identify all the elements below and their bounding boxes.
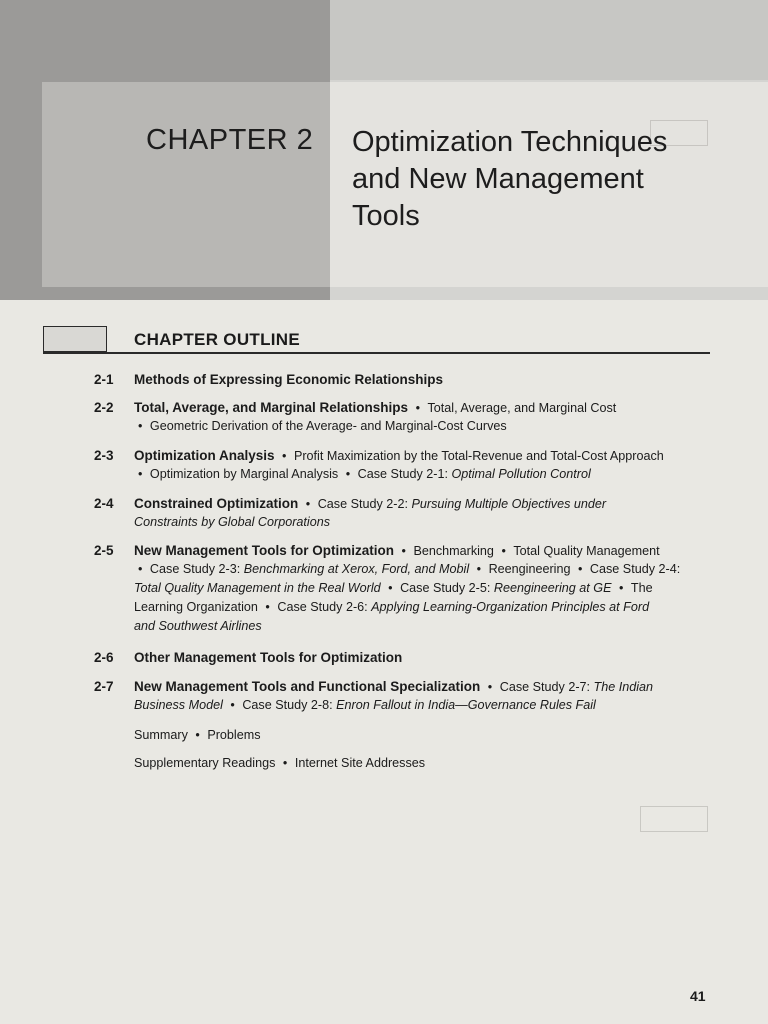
outline-topic: Benchmarking xyxy=(413,544,494,558)
bullet-separator: • xyxy=(138,467,146,481)
outline-line xyxy=(134,446,709,465)
section-title: New Management Tools and Functional Specialization xyxy=(134,679,481,694)
outline-line xyxy=(134,677,709,696)
section-number: 2-1 xyxy=(94,372,114,387)
bullet-separator: • xyxy=(487,680,496,694)
outline-line xyxy=(134,398,709,417)
case-study-title: Total Quality Management in the Real World xyxy=(134,581,381,595)
outline-topic: Geometric Derivation of the Average- and Marginal-Cost Curves xyxy=(149,419,507,433)
section-number: 2-4 xyxy=(94,496,114,511)
bullet-separator: • xyxy=(138,562,146,576)
case-study-title: Reengineering at GE xyxy=(493,581,612,595)
outline-topic: Case Study 2-1: xyxy=(357,467,448,481)
outline-topic: Optimization by Marginal Analysis xyxy=(149,467,339,481)
section-number: 2-5 xyxy=(94,543,114,558)
bullet-separator: • xyxy=(230,698,239,712)
case-study-title: Benchmarking at Xerox, Ford, and Mobil xyxy=(243,562,470,576)
outline-topic: Case Study 2-3: xyxy=(149,562,241,576)
outline-line xyxy=(134,617,709,636)
chapter-title-line: Optimization Techniques xyxy=(352,126,668,158)
bullet-separator: • xyxy=(282,756,291,770)
page-number: 41 xyxy=(690,988,706,1004)
bullet-separator: • xyxy=(138,419,146,433)
section-body xyxy=(134,370,709,389)
outline-line xyxy=(134,560,709,579)
section-title: Optimization Analysis xyxy=(134,448,275,463)
section-body xyxy=(134,398,709,436)
case-study-title: Business Model xyxy=(134,698,223,712)
outline-topic: Reengineering xyxy=(488,562,571,576)
outline-topic: Case Study 2-7: xyxy=(499,680,591,694)
section-title: Methods of Expressing Economic Relationships xyxy=(134,372,444,387)
case-study-title: The Indian xyxy=(593,680,654,694)
section-body xyxy=(134,541,709,636)
section-title: New Management Tools for Optimization xyxy=(134,543,395,558)
outline-end-matter xyxy=(134,728,261,742)
outline-topic: Total Quality Management xyxy=(513,544,660,558)
section-number: 2-7 xyxy=(94,679,114,694)
outline-divider xyxy=(43,352,710,354)
bullet-separator: • xyxy=(619,581,627,595)
section-number: 2-2 xyxy=(94,400,114,415)
section-body xyxy=(134,494,709,532)
section-number: 2-3 xyxy=(94,448,114,463)
bullet-separator: • xyxy=(388,581,397,595)
outline-line xyxy=(134,417,709,436)
chapter-header-panel-dark xyxy=(42,82,330,287)
chapter-label: CHAPTER 2 xyxy=(146,124,314,156)
case-study-title: Optimal Pollution Control xyxy=(451,467,591,481)
bullet-separator: • xyxy=(577,562,586,576)
chapter-header-band-top xyxy=(330,0,768,80)
outline-heading: CHAPTER OUTLINE xyxy=(134,330,300,349)
case-study-title: Pursuing Multiple Objectives under xyxy=(411,497,607,511)
chapter-title-line: Tools xyxy=(352,200,420,232)
section-title: Other Management Tools for Optimization xyxy=(134,650,403,665)
bullet-separator: • xyxy=(195,728,204,742)
outline-topic: Total, Average, and Marginal Cost xyxy=(427,401,617,415)
outline-topic: Case Study 2-5: xyxy=(400,581,491,595)
outline-topic: Case Study 2-6: xyxy=(277,600,368,614)
bullet-separator: • xyxy=(345,467,354,481)
case-study-title: Constraints by Global Corporations xyxy=(134,515,330,529)
outline-line xyxy=(134,494,709,513)
case-study-title: and Southwest Airlines xyxy=(134,619,262,633)
outline-line xyxy=(134,648,709,667)
outline-line xyxy=(134,598,709,617)
outline-line xyxy=(134,370,709,389)
section-body xyxy=(134,677,709,715)
bullet-separator: • xyxy=(282,449,290,463)
section-title: Constrained Optimization xyxy=(134,496,299,511)
outline-line xyxy=(134,465,709,484)
outline-topic: Profit Maximization by the Total-Revenue and Total-Cost Approach xyxy=(293,449,664,463)
chapter-title-line: and New Management xyxy=(352,163,644,195)
section-title: Total, Average, and Marginal Relationships xyxy=(134,400,409,415)
outline-topic: The xyxy=(630,581,653,595)
section-body xyxy=(134,446,709,484)
outline-topic: Supplementary Readings xyxy=(134,756,276,770)
bullet-separator: • xyxy=(476,562,485,576)
bullet-separator: • xyxy=(401,544,410,558)
outline-topic: Learning Organization xyxy=(134,600,258,614)
outline-topic: Case Study 2-8: xyxy=(242,698,333,712)
outline-topic: Case Study 2-4: xyxy=(589,562,681,576)
outline-line xyxy=(134,541,709,560)
outline-topic: Problems xyxy=(207,728,261,742)
bullet-separator: • xyxy=(415,401,424,415)
bleed-through-box xyxy=(640,806,708,832)
section-number: 2-6 xyxy=(94,650,114,665)
outline-topic: Internet Site Addresses xyxy=(294,756,426,770)
outline-tab-marker xyxy=(43,326,107,352)
bullet-separator: • xyxy=(501,544,510,558)
outline-line xyxy=(134,579,709,598)
outline-line xyxy=(134,696,709,715)
outline-end-matter xyxy=(134,756,425,770)
section-body xyxy=(134,648,709,667)
case-study-title: Applying Learning-Organization Principles at Ford xyxy=(371,600,650,614)
outline-line xyxy=(134,513,709,532)
bullet-separator: • xyxy=(305,497,314,511)
outline-topic: Summary xyxy=(134,728,188,742)
chapter-title xyxy=(352,124,732,235)
case-study-title: Enron Fallout in India—Governance Rules Fail xyxy=(336,698,596,712)
bullet-separator: • xyxy=(265,600,274,614)
outline-topic: Case Study 2-2: xyxy=(317,497,408,511)
